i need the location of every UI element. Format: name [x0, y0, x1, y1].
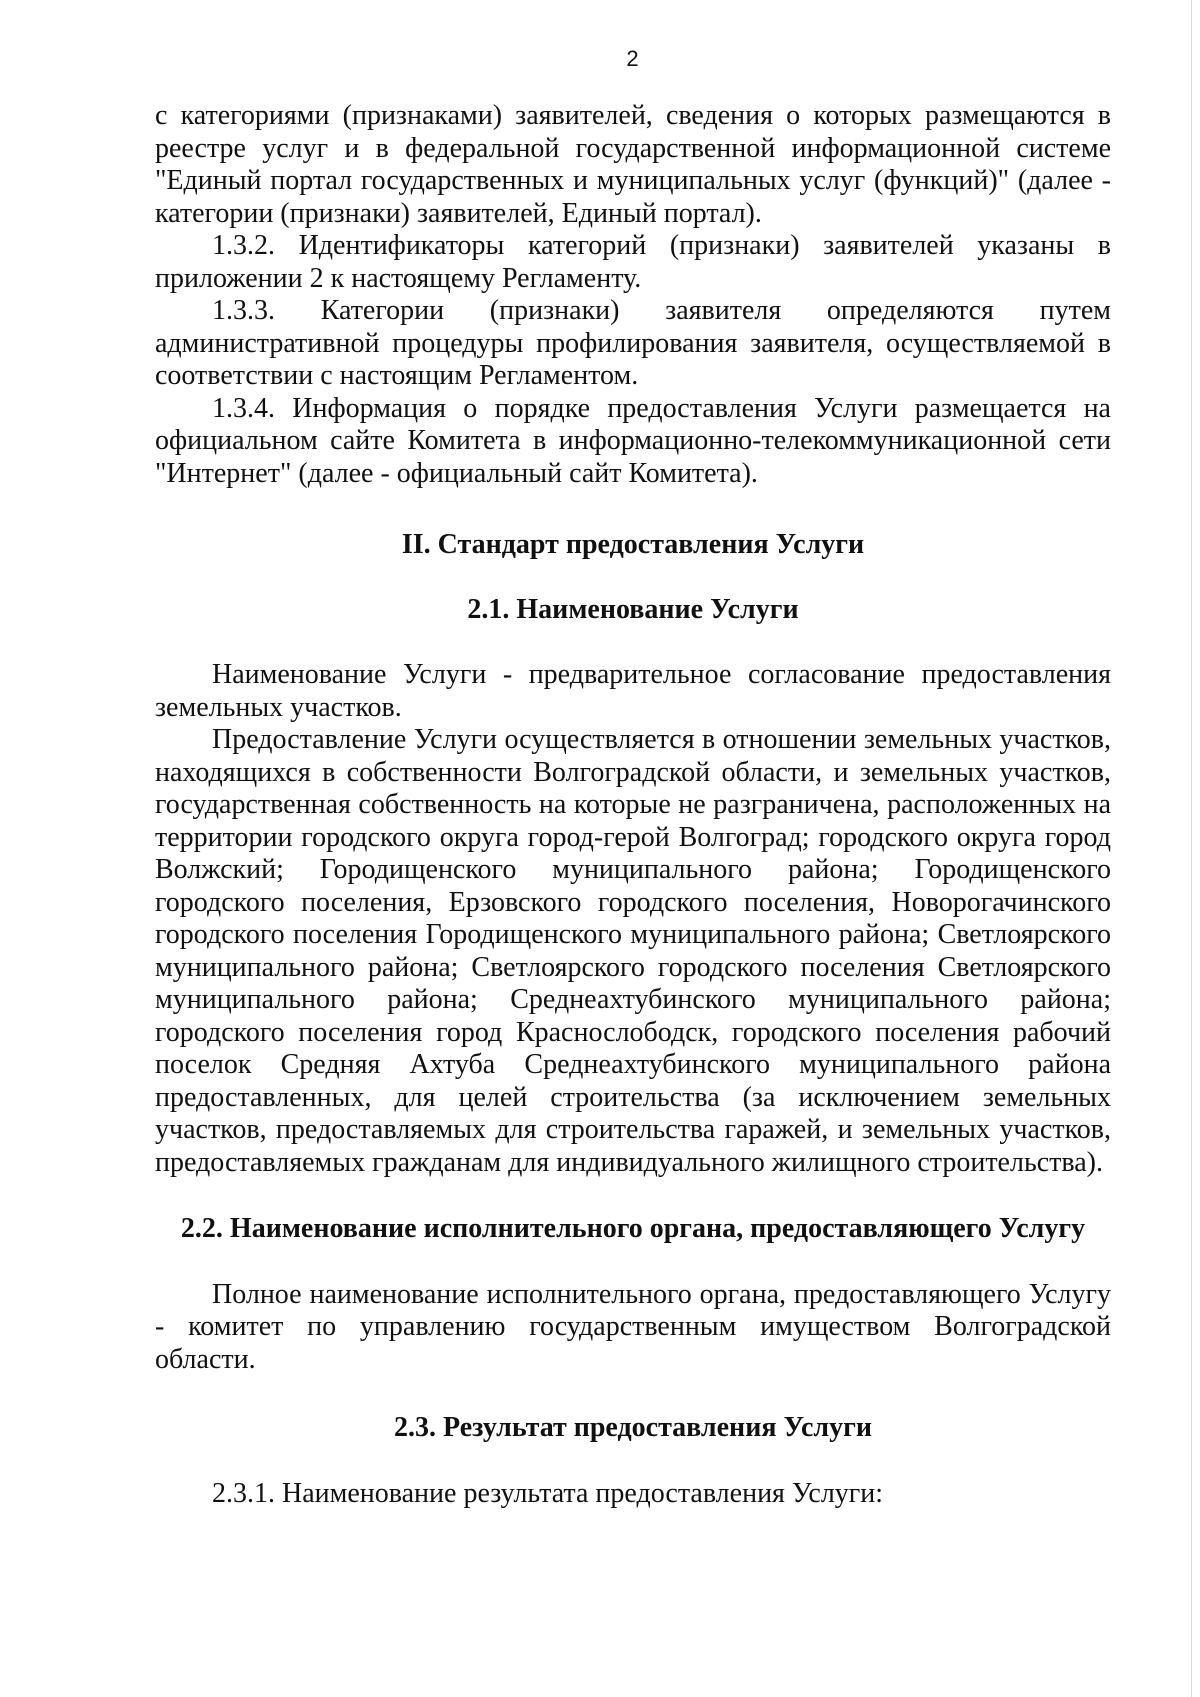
paragraph-1-3-3: 1.3.3. Категории (признаки) заявителя определяются путем административной процедуры профилирования заявителя, осуществляемой в соответствии с настоящим Регламентом. [155, 295, 1111, 391]
subsection-heading-2-1: 2.1. Наименование Услуги [467, 593, 799, 625]
document-body [155, 100, 1111, 1510]
subsection-heading-2-3: 2.3. Результат предоставления Услуги [394, 1412, 872, 1443]
section-heading-ii: II. Стандарт предоставления Услуги [401, 529, 865, 560]
paragraph-1-3-4: 1.3.4. Информация о порядке предоставления Услуги размещается на официальном сайте Комитета в информационно-телекоммуникационной сети "Интернет" (далее - официальный сайт Комитета). [155, 392, 1111, 489]
paragraph-2-2-body: Полное наименование исполнительного органа, предоставляющего Услугу - комитет по управлению государственным имуществом Волгоградской области. [155, 1278, 1111, 1375]
paragraph-2-1-name: Наименование Услуги - предварительное согласование предоставления земельных участков. [155, 659, 1111, 723]
paragraph-intro-continuation: с категориями (признаками) заявителей, сведения о которых размещаются в реестре услуг и в федеральной государственной информационной системе "Единый портал государственных и муниципальных услуг (функций)" (далее - категории (признаки) заявителей, Единый портал). [155, 100, 1111, 229]
page-edge-line [1191, 0, 1192, 1697]
paragraph-2-1-scope: Предоставление Услуги осуществляется в отношении земельных участков, находящихся в собственности Волгоградской области, и земельных участков, государственная собственность на которые не разграничена, расположенных на территории городского округа город-герой Волгоград; городского округа город Волжский; Городищенского муниципального района; Городищенского городского поселения, Ерзовского городского поселения, Новорогачинского городского поселения Городищенского муниципального района; Светлоярского муниципального района; Светлоярского городского поселения Светлоярского муниципального района; Среднеахтубинского муниципального района; городского поселения город Краснослободск, городского поселения рабочий поселок Средняя Ахтуба Среднеахтубинского муниципального района предоставленных, для целей строительства (за исключением земельных участков, предоставляемых для строительства гаражей, и земельных участков, предоставляемых гражданам для индивидуального жилищного строительства). [155, 724, 1111, 1178]
paragraph-2-3-1: 2.3.1. Наименование результата предоставления Услуги: [212, 1477, 884, 1509]
subsection-heading-2-2: 2.2. Наименование исполнительного органа, предоставляющего Услугу [180, 1213, 1086, 1244]
paragraph-1-3-2: 1.3.2. Идентификаторы категорий (признаки) заявителей указаны в приложении 2 к настоящему Регламенту. [155, 230, 1111, 294]
page-number: 2 [626, 46, 639, 71]
